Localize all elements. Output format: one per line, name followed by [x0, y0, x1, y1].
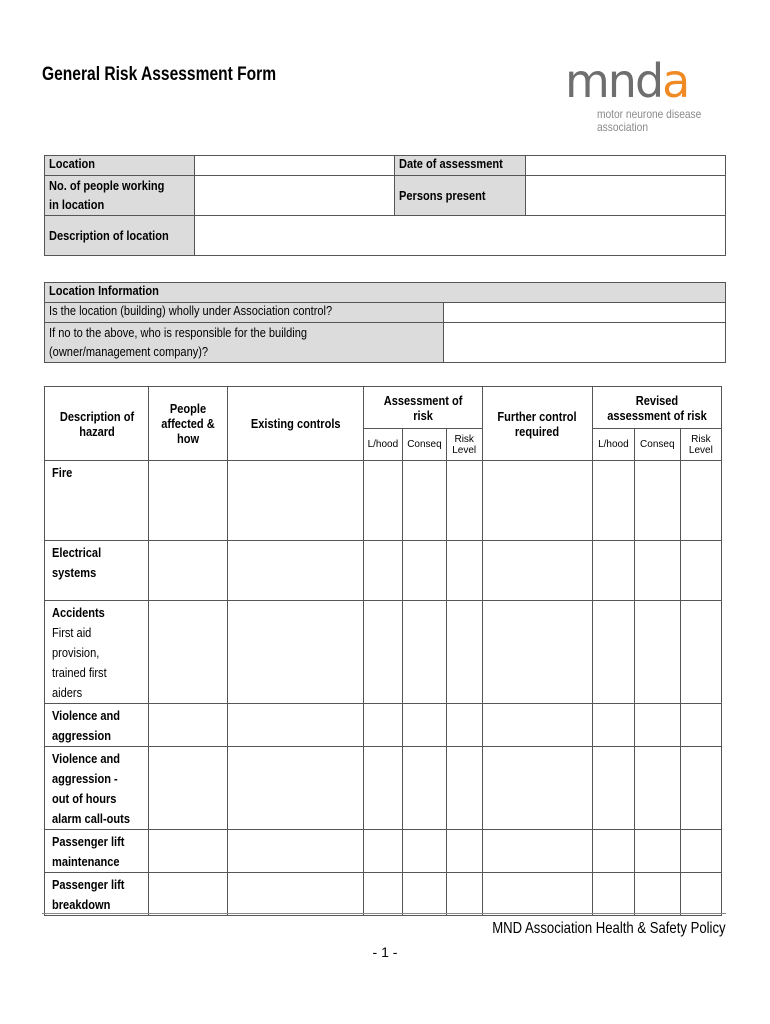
- hazard-cell: Fire: [45, 461, 149, 541]
- people-cell[interactable]: [149, 541, 228, 601]
- table-row: [45, 873, 722, 916]
- conseq-cell[interactable]: [403, 601, 446, 704]
- logo-mark-text: mnd: [565, 54, 663, 108]
- lhood-cell[interactable]: [363, 541, 403, 601]
- further-cell[interactable]: [482, 461, 592, 541]
- revised-lhood-cell[interactable]: [592, 704, 634, 747]
- further-header: Further control required: [482, 387, 592, 461]
- revised-risk-level-cell[interactable]: [680, 830, 721, 873]
- lhood-cell[interactable]: [363, 461, 403, 541]
- hazard-cell: Violence and aggression - out of hours alarm call-outs: [45, 747, 149, 830]
- description-field[interactable]: [194, 216, 725, 256]
- people-cell[interactable]: [149, 873, 228, 916]
- revised-lhood-cell[interactable]: [592, 461, 634, 541]
- revised-conseq-cell[interactable]: [634, 747, 680, 830]
- controls-cell[interactable]: [228, 830, 364, 873]
- revised-risk-level-cell[interactable]: [680, 873, 721, 916]
- risk-level-cell[interactable]: [446, 601, 482, 704]
- controls-header: Existing controls: [228, 387, 364, 461]
- conseq-cell[interactable]: [403, 873, 446, 916]
- footer-divider: [42, 913, 726, 914]
- location-label: Location: [45, 156, 195, 176]
- controls-cell[interactable]: [228, 601, 364, 704]
- revised-risk-level-cell[interactable]: [680, 601, 721, 704]
- further-cell[interactable]: [482, 541, 592, 601]
- lhood-cell[interactable]: [363, 704, 403, 747]
- controls-cell[interactable]: [228, 704, 364, 747]
- controls-cell[interactable]: [228, 461, 364, 541]
- risk-level-cell[interactable]: [446, 747, 482, 830]
- further-cell[interactable]: [482, 704, 592, 747]
- mnd-logo: [565, 54, 705, 138]
- location-info-heading: Location Information: [45, 283, 726, 303]
- hazard-cell: Passenger lift breakdown: [45, 873, 149, 916]
- form-title: General Risk Assessment Form: [42, 64, 277, 85]
- people-cell[interactable]: [149, 704, 228, 747]
- people-cell[interactable]: [149, 601, 228, 704]
- risk-level-cell[interactable]: [446, 830, 482, 873]
- risk-level-cell[interactable]: [446, 541, 482, 601]
- revised-risk-level-cell[interactable]: [680, 461, 721, 541]
- revised-lhood-cell[interactable]: [592, 873, 634, 916]
- table-row: [45, 601, 722, 704]
- further-cell[interactable]: [482, 873, 592, 916]
- persons-present-label: Persons present: [394, 176, 525, 216]
- location-info-table: [44, 282, 726, 363]
- controls-cell[interactable]: [228, 541, 364, 601]
- revised-lhood-cell[interactable]: [592, 747, 634, 830]
- lhood-cell[interactable]: [363, 873, 403, 916]
- revised-risk-level-header: Risk Level: [680, 429, 721, 461]
- lhood-cell[interactable]: [363, 830, 403, 873]
- revised-conseq-cell[interactable]: [634, 541, 680, 601]
- controls-cell[interactable]: [228, 747, 364, 830]
- responsible-question: If no to the above, who is responsible for the building (owner/management company)?: [45, 323, 444, 363]
- revised-lhood-cell[interactable]: [592, 830, 634, 873]
- risk-level-cell[interactable]: [446, 461, 482, 541]
- hazard-cell: Accidents First aid provision, trained first aiders: [45, 601, 149, 704]
- date-label: Date of assessment: [394, 156, 525, 176]
- controls-cell[interactable]: [228, 873, 364, 916]
- people-cell[interactable]: [149, 747, 228, 830]
- revised-header: Revised assessment of risk: [592, 387, 721, 429]
- people-header: People affected & how: [149, 387, 228, 461]
- hazard-cell: Electrical systems: [45, 541, 149, 601]
- people-cell[interactable]: [149, 461, 228, 541]
- details-table: [44, 155, 726, 256]
- control-question: Is the location (building) wholly under Association control?: [45, 303, 444, 323]
- revised-conseq-cell[interactable]: [634, 601, 680, 704]
- revised-conseq-cell[interactable]: [634, 704, 680, 747]
- risk-level-cell[interactable]: [446, 704, 482, 747]
- risk-level-cell[interactable]: [446, 873, 482, 916]
- location-field[interactable]: [194, 156, 394, 176]
- conseq-header: Conseq: [403, 429, 446, 461]
- people-cell[interactable]: [149, 830, 228, 873]
- hazard-cell: Passenger lift maintenance: [45, 830, 149, 873]
- further-cell[interactable]: [482, 747, 592, 830]
- risk-table: [44, 386, 722, 916]
- logo-line-1: motor neurone disease: [597, 107, 702, 121]
- revised-lhood-cell[interactable]: [592, 601, 634, 704]
- revised-risk-level-cell[interactable]: [680, 747, 721, 830]
- revised-conseq-header: Conseq: [634, 429, 680, 461]
- footer-policy: MND Association Health & Safety Policy: [492, 920, 726, 937]
- further-cell[interactable]: [482, 601, 592, 704]
- revised-risk-level-cell[interactable]: [680, 704, 721, 747]
- risk-level-header: Risk Level: [446, 429, 482, 461]
- table-row: [45, 461, 722, 541]
- lhood-cell[interactable]: [363, 747, 403, 830]
- table-row: [45, 747, 722, 830]
- revised-conseq-cell[interactable]: [634, 461, 680, 541]
- logo-mark: [565, 54, 689, 108]
- table-row: [45, 541, 722, 601]
- lhood-cell[interactable]: [363, 601, 403, 704]
- control-answer[interactable]: [444, 303, 726, 323]
- logo-mark-accent: a: [662, 54, 689, 108]
- description-label: Description of location: [45, 216, 195, 256]
- people-label: No. of people working in location: [45, 176, 195, 216]
- revised-conseq-cell[interactable]: [634, 830, 680, 873]
- hazard-header: Description of hazard: [45, 387, 149, 461]
- hazard-cell: Violence and aggression: [45, 704, 149, 747]
- further-cell[interactable]: [482, 830, 592, 873]
- responsible-answer[interactable]: [444, 323, 726, 363]
- persons-present-field[interactable]: [525, 176, 725, 216]
- table-row: [45, 830, 722, 873]
- revised-risk-level-cell[interactable]: [680, 541, 721, 601]
- table-row: [45, 704, 722, 747]
- logo-subtitle: [597, 108, 701, 134]
- conseq-cell[interactable]: [403, 830, 446, 873]
- logo-line-2: association: [597, 120, 649, 134]
- conseq-cell[interactable]: [403, 704, 446, 747]
- date-field[interactable]: [525, 156, 725, 176]
- page-number: - 1 -: [372, 944, 398, 960]
- conseq-cell[interactable]: [403, 541, 446, 601]
- assessment-header: Assessment of risk: [363, 387, 482, 429]
- lhood-header: L/hood: [363, 429, 403, 461]
- conseq-cell[interactable]: [403, 747, 446, 830]
- conseq-cell[interactable]: [403, 461, 446, 541]
- revised-lhood-cell[interactable]: [592, 541, 634, 601]
- people-field[interactable]: [194, 176, 394, 216]
- revised-conseq-cell[interactable]: [634, 873, 680, 916]
- revised-lhood-header: L/hood: [592, 429, 634, 461]
